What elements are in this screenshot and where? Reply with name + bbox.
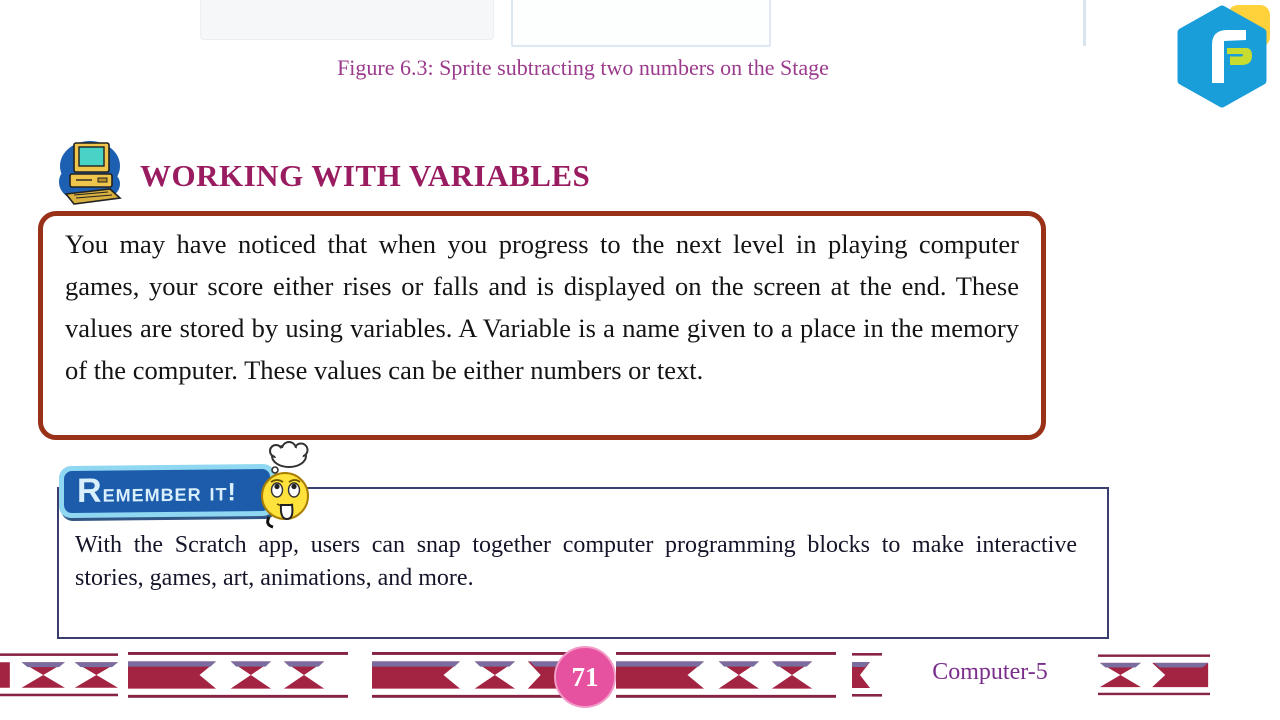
publisher-logo-icon <box>1172 4 1272 108</box>
ribbon-ornament <box>616 652 836 698</box>
thinking-emoji-icon <box>251 441 321 531</box>
ribbon-ornament <box>0 652 118 698</box>
intro-text-box <box>38 211 1046 440</box>
ribbon-ornament <box>852 652 882 698</box>
figure-caption: Figure 6.3: Sprite subtracting two numbers on the Stage <box>337 55 829 80</box>
computer-clipart-icon <box>52 136 128 208</box>
ribbon-ornament <box>128 652 348 698</box>
ribbon-ornament <box>1098 652 1210 698</box>
remember-banner <box>59 464 275 518</box>
remember-paragraph: With the Scratch app, users can snap together computer programming blocks to make interactive stories, games, art, animations, and more. <box>75 532 1077 591</box>
section-heading: WORKING WITH VARIABLES <box>140 158 591 193</box>
cropped-screenshot-right-edge <box>1083 0 1086 46</box>
cropped-screenshot-center <box>511 0 771 47</box>
page-number-badge <box>554 646 616 708</box>
book-label: Computer-5 <box>932 659 1048 685</box>
intro-paragraph: You may have noticed that when you progress to the next level in playing computer games, your score either rises or falls and is displayed on the screen at the end. These values are stored by using variables. A Variable is a name given to a place in the memory of the computer. These values can be either numbers or text. <box>65 229 1019 385</box>
remember-banner-label: Remember it! <box>77 471 237 510</box>
cropped-screenshot-left <box>200 0 494 40</box>
page-number: 71 <box>571 661 599 692</box>
